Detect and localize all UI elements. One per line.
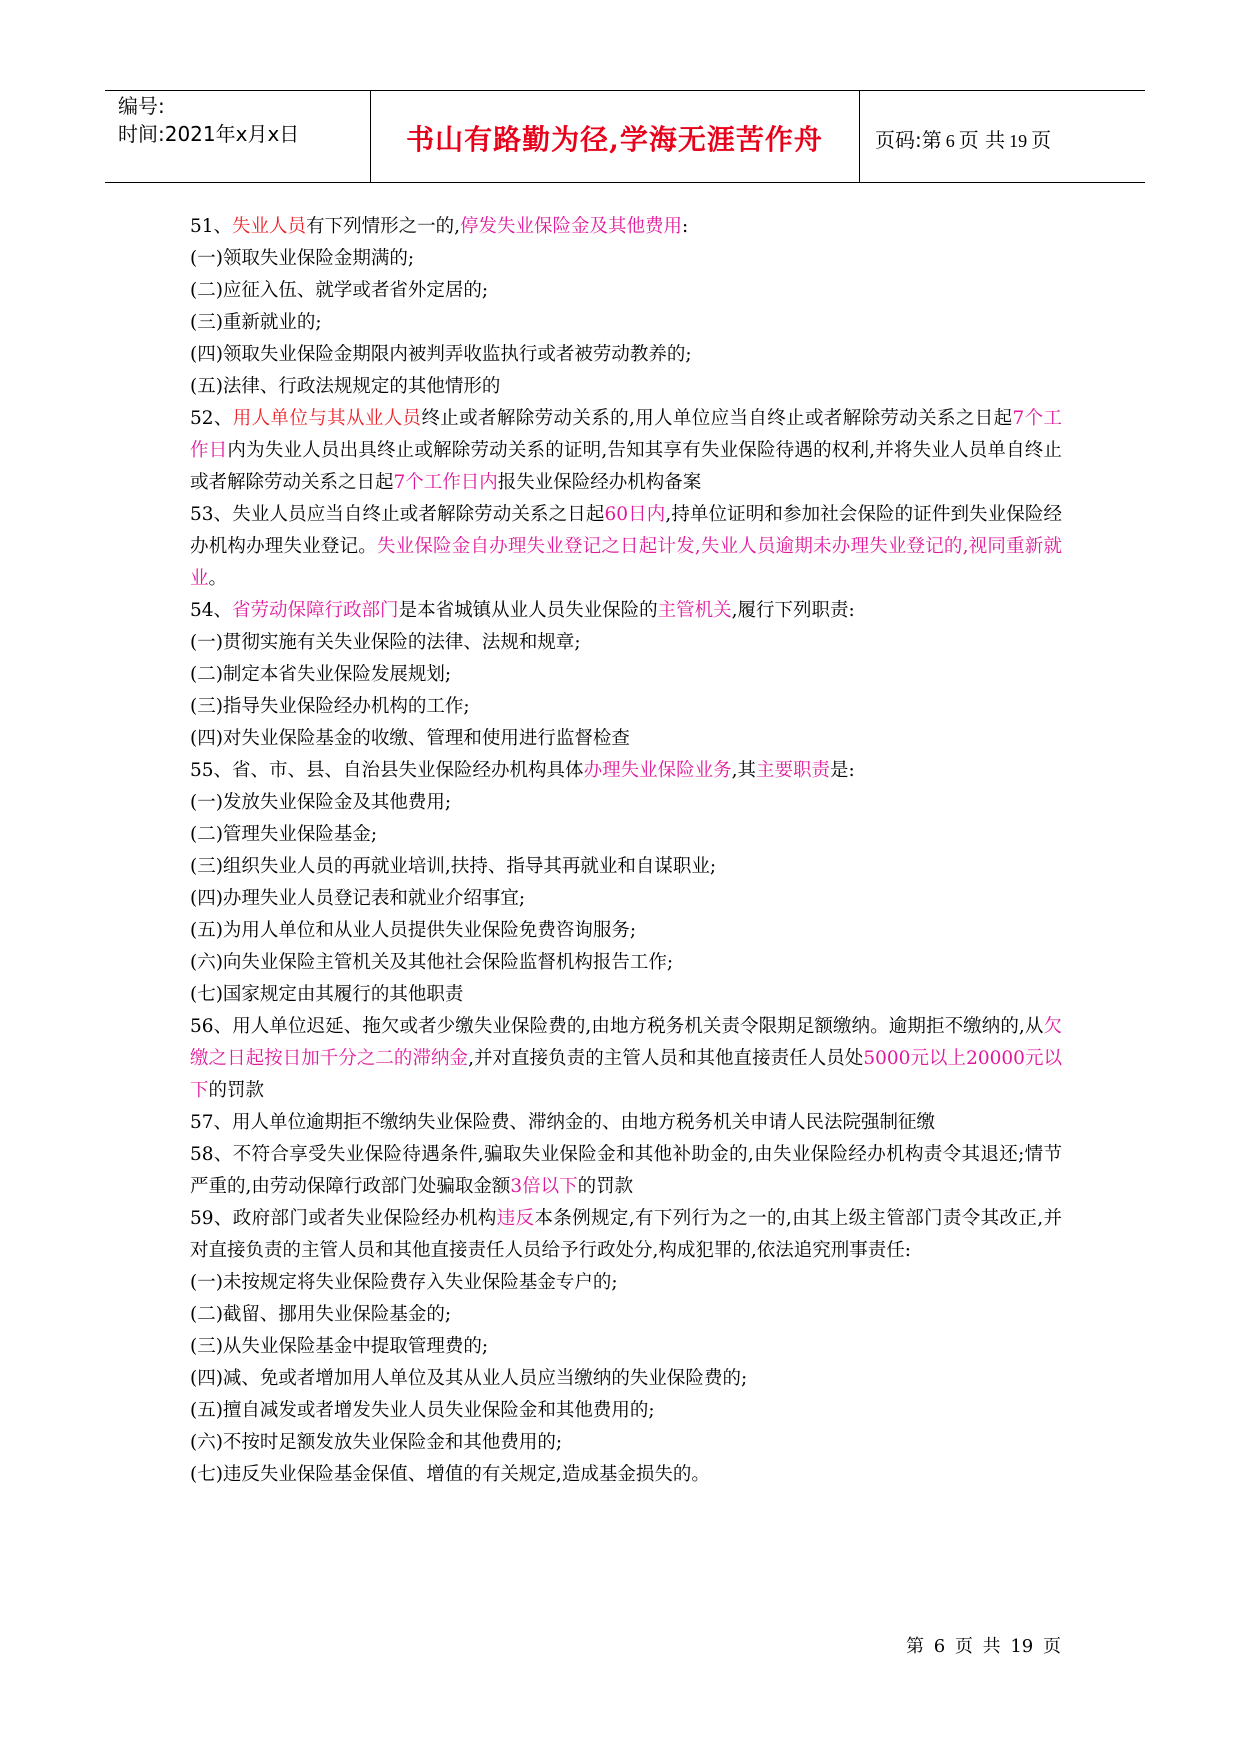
header-info bbox=[118, 92, 299, 148]
article-text: ,履行下列职责: bbox=[731, 600, 855, 621]
article-number: 56、 bbox=[190, 1016, 233, 1037]
list-item: (四)对失业保险基金的收缴、管理和使用进行监督检查 bbox=[190, 728, 630, 749]
header-top-border bbox=[105, 90, 1145, 91]
list-item: (五)为用人单位和从业人员提供失业保险免费咨询服务; bbox=[190, 920, 637, 941]
article-text: 政府部门或者失业保险经办机构 bbox=[232, 1208, 497, 1229]
article-text: 报失业保险经办机构备案 bbox=[497, 472, 702, 493]
article-number: 53、 bbox=[190, 504, 233, 525]
article-59 bbox=[190, 1203, 1062, 1267]
list-item: (六)向失业保险主管机关及其他社会保险监督机构报告工作; bbox=[190, 952, 674, 973]
article-number: 54、 bbox=[190, 600, 233, 621]
article-text: 的罚款 bbox=[577, 1176, 634, 1197]
article-53 bbox=[190, 499, 1062, 595]
page-suffix: 页 bbox=[1031, 128, 1052, 152]
article-54 bbox=[190, 595, 1062, 627]
highlight-text: 失业保险金自办理失业登记之日起计发,失业人员逾期未办理失业登记的,视同重新就业 bbox=[190, 536, 1062, 589]
highlight-text: 停发失业保险金及其他费用 bbox=[459, 216, 682, 237]
article-text: ,持单位证明和参加社会保险的证件到失业保险经办机构办理失业登记。 bbox=[190, 504, 1062, 557]
article-text: ,其 bbox=[731, 760, 756, 781]
list-item: (二)管理失业保险基金; bbox=[190, 824, 378, 845]
highlight-text: 7个工作日内 bbox=[393, 472, 498, 493]
header-divider-right bbox=[859, 90, 860, 182]
list-item: (一)领取失业保险金期满的; bbox=[190, 248, 415, 269]
highlight-text: 欠缴之日起按日加千分之二的滞纳金 bbox=[190, 1016, 1062, 1069]
article-text: 终止或者解除劳动关系的,用人单位应当自终止或者解除劳动关系之日起 bbox=[421, 408, 1013, 429]
list-item: (五)法律、行政法规规定的其他情形的 bbox=[190, 376, 501, 397]
article-52 bbox=[190, 403, 1062, 499]
highlight-text: 主管机关 bbox=[657, 600, 732, 621]
page-total: 19 bbox=[1009, 131, 1028, 151]
highlight-text: 5000元以上20000元以下 bbox=[190, 1048, 1062, 1101]
list-item: (五)擅自减发或者增发失业人员失业保险金和其他费用的; bbox=[190, 1400, 655, 1421]
article-55 bbox=[190, 755, 1062, 787]
article-text: 失业人员应当自终止或者解除劳动关系之日起 bbox=[232, 504, 605, 525]
article-text: 本条例规定,有下列行为之一的,由其上级主管部门责令其改正,并对直接负责的主管人员和其他直接责任人员给予行政处分,构成犯罪的,依法追究刑事责任: bbox=[190, 1208, 1062, 1261]
header-motto: 书山有路勤为径,学海无涯苦作舟 bbox=[406, 123, 823, 156]
article-text: 的罚款 bbox=[208, 1080, 265, 1101]
document-time: 时间:2021年x月x日 bbox=[118, 122, 300, 146]
article-text: 用人单位逾期拒不缴纳失业保险费、滞纳金的、由地方税务机关申请人民法院强制征缴 bbox=[232, 1112, 936, 1133]
highlight-text: 省劳动保障行政部门 bbox=[232, 600, 399, 621]
highlight-text: 用人单位与其从业人员 bbox=[232, 408, 422, 429]
article-57 bbox=[190, 1107, 1062, 1139]
article-text: 不符合享受失业保险待遇条件,骗取失业保险金和其他补助金的,由失业保险经办机构责令其退还;情节严重的,由劳动保障行政部门处骗取金额 bbox=[190, 1144, 1063, 1197]
article-text: ,并对直接负责的主管人员和其他直接责任人员处 bbox=[468, 1048, 864, 1069]
list-item: (三)从失业保险基金中提取管理费的; bbox=[190, 1336, 489, 1357]
list-item: (三)重新就业的; bbox=[190, 312, 322, 333]
article-text: 用人单位迟延、拖欠或者少缴失业保险费的,由地方税务机关责令限期足额缴纳。逾期拒不缴纳的,从 bbox=[232, 1016, 1044, 1037]
highlight-text: 办理失业保险业务 bbox=[583, 760, 732, 781]
article-text: 是本省城镇从业人员失业保险的 bbox=[398, 600, 658, 621]
highlight-text: 违反 bbox=[496, 1208, 535, 1229]
highlight-text: 3倍以下 bbox=[510, 1176, 578, 1197]
highlight-text: 失业人员 bbox=[232, 216, 307, 237]
article-51 bbox=[190, 211, 1062, 243]
article-number: 51、 bbox=[190, 216, 233, 237]
list-item: (一)未按规定将失业保险费存入失业保险基金专户的; bbox=[190, 1272, 618, 1293]
article-58 bbox=[190, 1139, 1062, 1203]
list-item: (一)贯彻实施有关失业保险的法律、法规和规章; bbox=[190, 632, 581, 653]
highlight-text: 60日内 bbox=[604, 504, 666, 525]
article-number: 59、 bbox=[190, 1208, 233, 1229]
list-item: (六)不按时足额发放失业保险金和其他费用的; bbox=[190, 1432, 563, 1453]
highlight-text: 7个工作日 bbox=[190, 408, 1062, 461]
page-mid: 页 共 bbox=[958, 128, 1006, 152]
article-text: 省、市、县、自治县失业保险经办机构具体 bbox=[232, 760, 584, 781]
page-current: 6 bbox=[945, 131, 955, 151]
list-item: (三)组织失业人员的再就业培训,扶持、指导其再就业和自谋职业; bbox=[190, 856, 717, 877]
article-number: 55、 bbox=[190, 760, 233, 781]
header-bottom-border bbox=[105, 182, 1145, 183]
article-text: 。 bbox=[208, 568, 228, 589]
article-text: 是: bbox=[829, 760, 855, 781]
page-prefix: 页码:第 bbox=[875, 128, 942, 152]
list-item: (二)截留、挪用失业保险基金的; bbox=[190, 1304, 452, 1325]
list-item: (一)发放失业保险金及其他费用; bbox=[190, 792, 452, 813]
article-text: : bbox=[681, 216, 689, 237]
list-item: (四)领取失业保险金期限内被判弄收监执行或者被劳动教养的; bbox=[190, 344, 692, 365]
page-footer: 第 6 页 共 19 页 bbox=[906, 1636, 1061, 1657]
list-item: (四)办理失业人员登记表和就业介绍事宜; bbox=[190, 888, 526, 909]
article-text: 内为失业人员出具终止或解除劳动关系的证明,告知其享有失业保险待遇的权利,并将失业人员单自终止或者解除劳动关系之日起 bbox=[190, 440, 1062, 493]
article-number: 57、 bbox=[190, 1112, 233, 1133]
article-number: 52、 bbox=[190, 408, 233, 429]
list-item: (二)应征入伍、就学或者省外定居的; bbox=[190, 280, 489, 301]
header-page-number bbox=[875, 124, 1051, 153]
list-item: (七)违反失业保险基金保值、增值的有关规定,造成基金损失的。 bbox=[190, 1464, 710, 1485]
highlight-text: 主要职责 bbox=[755, 760, 830, 781]
article-text: 有下列情形之一的, bbox=[306, 216, 460, 237]
list-item: (七)国家规定由其履行的其他职责 bbox=[190, 984, 464, 1005]
article-number: 58、 bbox=[190, 1144, 233, 1165]
article-56 bbox=[190, 1011, 1062, 1107]
document-code-label: 编号: bbox=[118, 94, 165, 118]
list-item: (四)减、免或者增加用人单位及其从业人员应当缴纳的失业保险费的; bbox=[190, 1368, 748, 1389]
document-body bbox=[190, 211, 1062, 1491]
list-item: (二)制定本省失业保险发展规划; bbox=[190, 664, 452, 685]
list-item: (三)指导失业保险经办机构的工作; bbox=[190, 696, 470, 717]
